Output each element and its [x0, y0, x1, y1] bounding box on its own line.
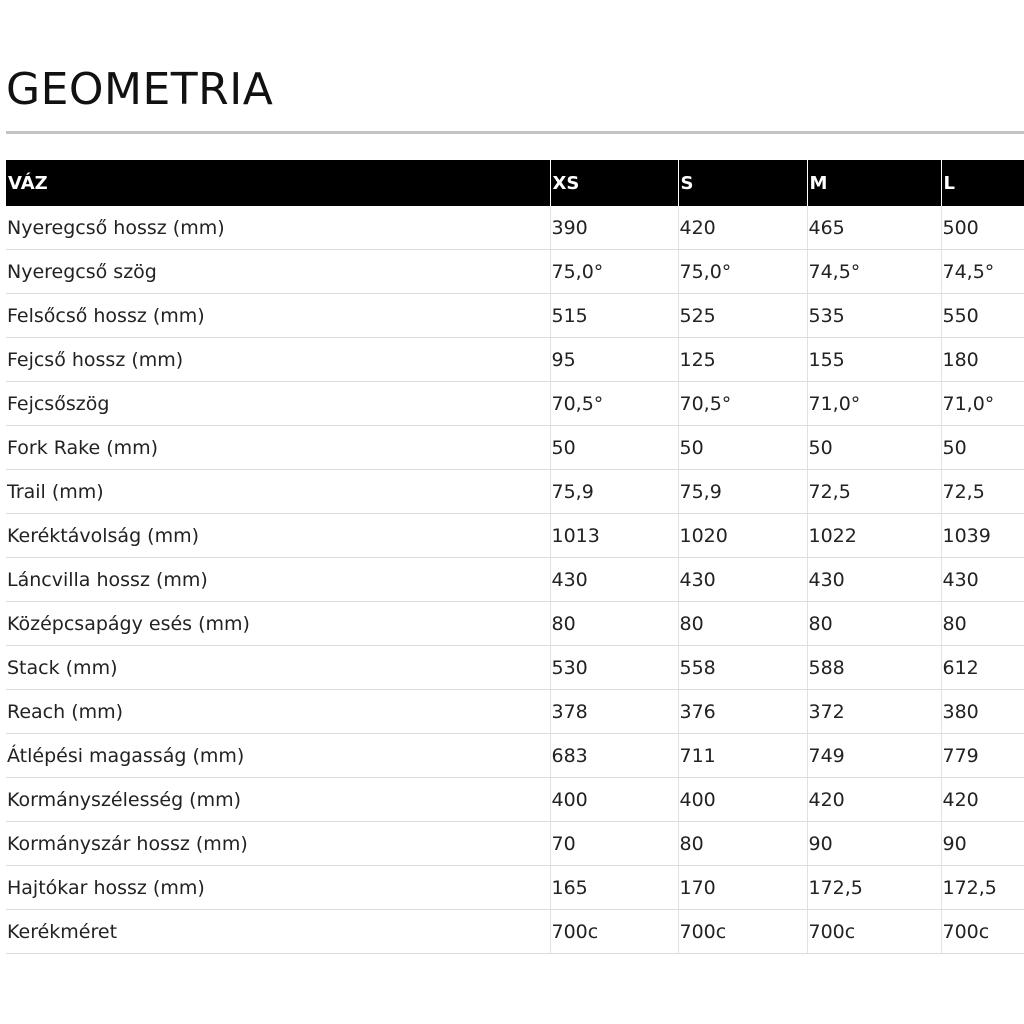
- cell-xs: 75,9: [550, 470, 678, 514]
- cell-xs: 75,0°: [550, 250, 678, 294]
- cell-s: 525: [678, 294, 807, 338]
- row-label: Kormányszélesség (mm): [6, 778, 550, 822]
- cell-xs: 80: [550, 602, 678, 646]
- row-label: Fork Rake (mm): [6, 426, 550, 470]
- cell-s: 50: [678, 426, 807, 470]
- row-label: Hajtókar hossz (mm): [6, 866, 550, 910]
- cell-m: 535: [807, 294, 941, 338]
- cell-l: 74,5°: [941, 250, 1024, 294]
- cell-l: 430: [941, 558, 1024, 602]
- cell-xs: 165: [550, 866, 678, 910]
- cell-s: 558: [678, 646, 807, 690]
- cell-m: 172,5: [807, 866, 941, 910]
- cell-xs: 50: [550, 426, 678, 470]
- row-label: Trail (mm): [6, 470, 550, 514]
- cell-m: 155: [807, 338, 941, 382]
- cell-s: 70,5°: [678, 382, 807, 426]
- cell-s: 170: [678, 866, 807, 910]
- table-row: [6, 558, 1024, 602]
- cell-l: 420: [941, 778, 1024, 822]
- cell-l: 90: [941, 822, 1024, 866]
- row-label: Kormányszár hossz (mm): [6, 822, 550, 866]
- column-header-l: L: [941, 160, 1024, 206]
- cell-l: 80: [941, 602, 1024, 646]
- cell-xs: 70: [550, 822, 678, 866]
- cell-s: 75,9: [678, 470, 807, 514]
- table-row: [6, 866, 1024, 910]
- row-label: Nyeregcső szög: [6, 250, 550, 294]
- table-row: [6, 206, 1024, 250]
- table-row: [6, 602, 1024, 646]
- cell-m: 74,5°: [807, 250, 941, 294]
- cell-m: 71,0°: [807, 382, 941, 426]
- cell-l: 180: [941, 338, 1024, 382]
- cell-xs: 430: [550, 558, 678, 602]
- table-row: [6, 778, 1024, 822]
- cell-l: 550: [941, 294, 1024, 338]
- cell-xs: 515: [550, 294, 678, 338]
- geometry-table-body: [6, 206, 1024, 954]
- cell-xs: 683: [550, 734, 678, 778]
- row-label: Stack (mm): [6, 646, 550, 690]
- cell-l: 612: [941, 646, 1024, 690]
- table-row: [6, 514, 1024, 558]
- cell-xs: 530: [550, 646, 678, 690]
- cell-xs: 390: [550, 206, 678, 250]
- cell-xs: 378: [550, 690, 678, 734]
- cell-s: 75,0°: [678, 250, 807, 294]
- cell-s: 400: [678, 778, 807, 822]
- row-label: Felsőcső hossz (mm): [6, 294, 550, 338]
- cell-m: 80: [807, 602, 941, 646]
- table-row: [6, 690, 1024, 734]
- row-label: Nyeregcső hossz (mm): [6, 206, 550, 250]
- cell-l: 71,0°: [941, 382, 1024, 426]
- geometry-table: [6, 160, 1024, 954]
- cell-s: 700c: [678, 910, 807, 954]
- cell-s: 1020: [678, 514, 807, 558]
- cell-m: 50: [807, 426, 941, 470]
- row-label: Keréktávolság (mm): [6, 514, 550, 558]
- cell-xs: 1013: [550, 514, 678, 558]
- cell-s: 125: [678, 338, 807, 382]
- cell-l: 700c: [941, 910, 1024, 954]
- cell-s: 711: [678, 734, 807, 778]
- table-row: [6, 338, 1024, 382]
- table-row: [6, 382, 1024, 426]
- row-label: Fejcső hossz (mm): [6, 338, 550, 382]
- cell-l: 500: [941, 206, 1024, 250]
- column-header-s: S: [678, 160, 807, 206]
- column-header-m: M: [807, 160, 941, 206]
- cell-s: 80: [678, 822, 807, 866]
- row-label: Kerékméret: [6, 910, 550, 954]
- header-row: [6, 160, 1024, 206]
- table-row: [6, 822, 1024, 866]
- column-header-xs: XS: [550, 160, 678, 206]
- table-row: [6, 250, 1024, 294]
- table-row: [6, 294, 1024, 338]
- cell-m: 700c: [807, 910, 941, 954]
- column-header-frame: VÁZ: [6, 160, 550, 206]
- table-row: [6, 646, 1024, 690]
- cell-l: 50: [941, 426, 1024, 470]
- table-row: [6, 470, 1024, 514]
- cell-l: 779: [941, 734, 1024, 778]
- cell-l: 380: [941, 690, 1024, 734]
- cell-s: 376: [678, 690, 807, 734]
- cell-m: 1022: [807, 514, 941, 558]
- cell-m: 749: [807, 734, 941, 778]
- cell-l: 1039: [941, 514, 1024, 558]
- cell-xs: 400: [550, 778, 678, 822]
- row-label: Átlépési magasság (mm): [6, 734, 550, 778]
- table-row: [6, 426, 1024, 470]
- cell-m: 588: [807, 646, 941, 690]
- cell-s: 80: [678, 602, 807, 646]
- cell-m: 372: [807, 690, 941, 734]
- cell-l: 72,5: [941, 470, 1024, 514]
- row-label: Fejcsőszög: [6, 382, 550, 426]
- row-label: Középcsapágy esés (mm): [6, 602, 550, 646]
- cell-xs: 70,5°: [550, 382, 678, 426]
- cell-m: 430: [807, 558, 941, 602]
- cell-m: 72,5: [807, 470, 941, 514]
- page-title: GEOMETRIA: [6, 64, 274, 115]
- cell-m: 420: [807, 778, 941, 822]
- cell-s: 430: [678, 558, 807, 602]
- row-label: Reach (mm): [6, 690, 550, 734]
- table-row: [6, 910, 1024, 954]
- cell-m: 90: [807, 822, 941, 866]
- cell-xs: 95: [550, 338, 678, 382]
- row-label: Láncvilla hossz (mm): [6, 558, 550, 602]
- cell-s: 420: [678, 206, 807, 250]
- cell-m: 465: [807, 206, 941, 250]
- table-row: [6, 734, 1024, 778]
- title-divider: [6, 131, 1024, 134]
- cell-xs: 700c: [550, 910, 678, 954]
- cell-l: 172,5: [941, 866, 1024, 910]
- geometry-table-header: [6, 160, 1024, 206]
